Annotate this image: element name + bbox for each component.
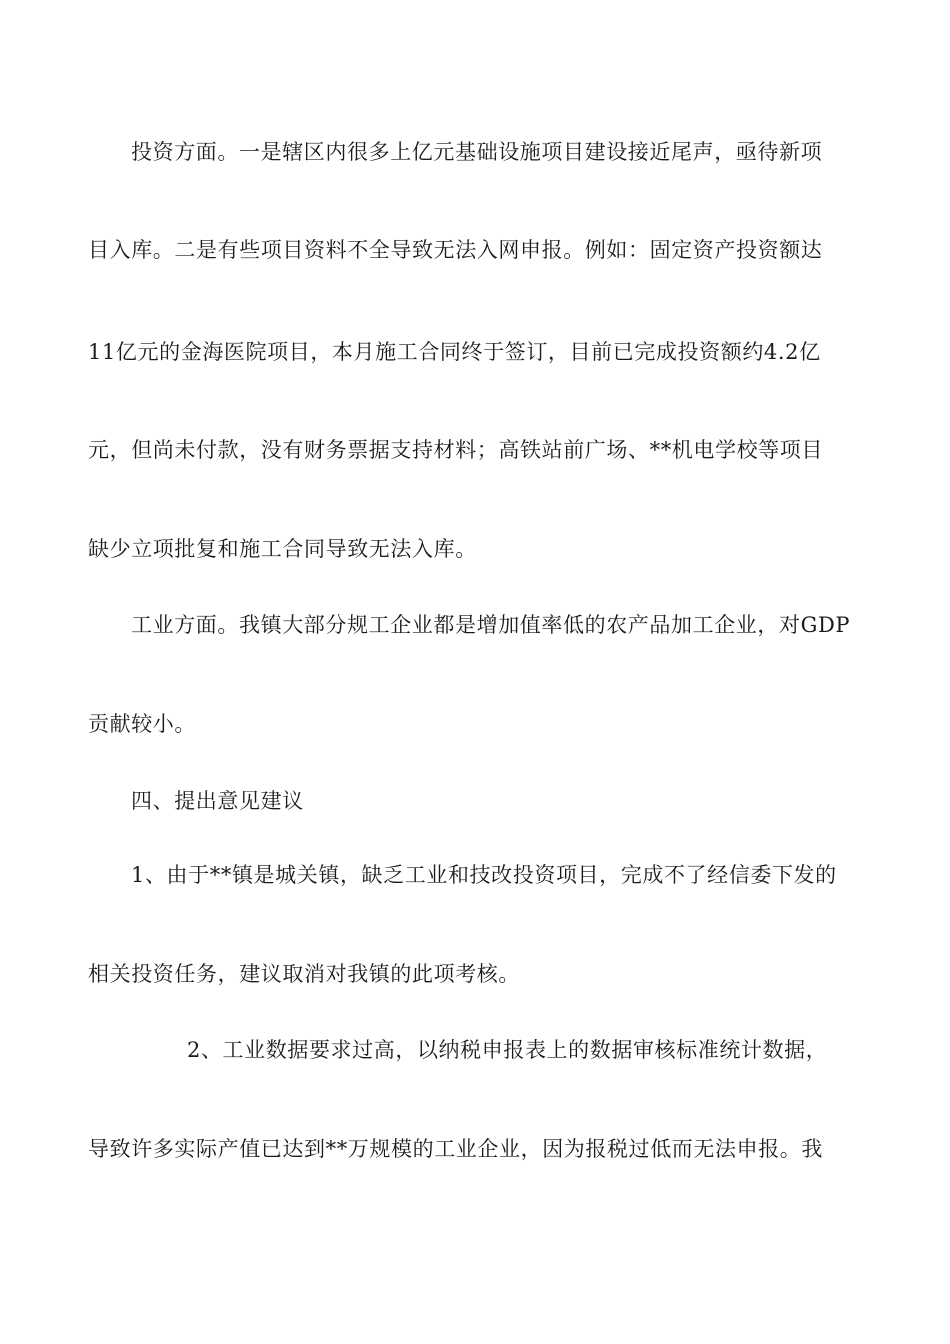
section-heading-suggestions: 四、提出意见建议 — [131, 789, 304, 813]
suggestion-1-line-1: 1、由于**镇是城关镇，缺乏工业和技改投资项目，完成不了经信委下发的 — [131, 863, 837, 887]
suggestion-2-line-1: 2、工业数据要求过高，以纳税申报表上的数据审核标准统计数据， — [187, 1038, 828, 1062]
paragraph-investment-line-1: 投资方面。一是辖区内很多上亿元基础设施项目建设接近尾声，亟待新项 — [131, 140, 823, 164]
suggestion-2-line-2: 导致许多实际产值已达到**万规模的工业企业，因为报税过低而无法申报。我 — [88, 1137, 823, 1161]
suggestion-1-line-2: 相关投资任务，建议取消对我镇的此项考核。 — [88, 962, 520, 986]
paragraph-industry-line-2: 贡献较小。 — [88, 712, 196, 736]
paragraph-investment-line-4: 元，但尚未付款，没有财务票据支持材料；高铁站前广场、**机电学校等项目 — [88, 438, 823, 462]
paragraph-investment-line-2: 目入库。二是有些项目资料不全导致无法入网申报。例如：固定资产投资额达 — [88, 238, 823, 262]
paragraph-investment-line-3: 11亿元的金海医院项目，本月施工合同终于签订，目前已完成投资额约4.2亿 — [88, 340, 821, 364]
paragraph-industry-line-1: 工业方面。我镇大部分规工企业都是增加值率低的农产品加工企业，对GDP — [131, 613, 851, 637]
paragraph-investment-line-5: 缺少立项批复和施工合同导致无法入库。 — [88, 537, 477, 561]
